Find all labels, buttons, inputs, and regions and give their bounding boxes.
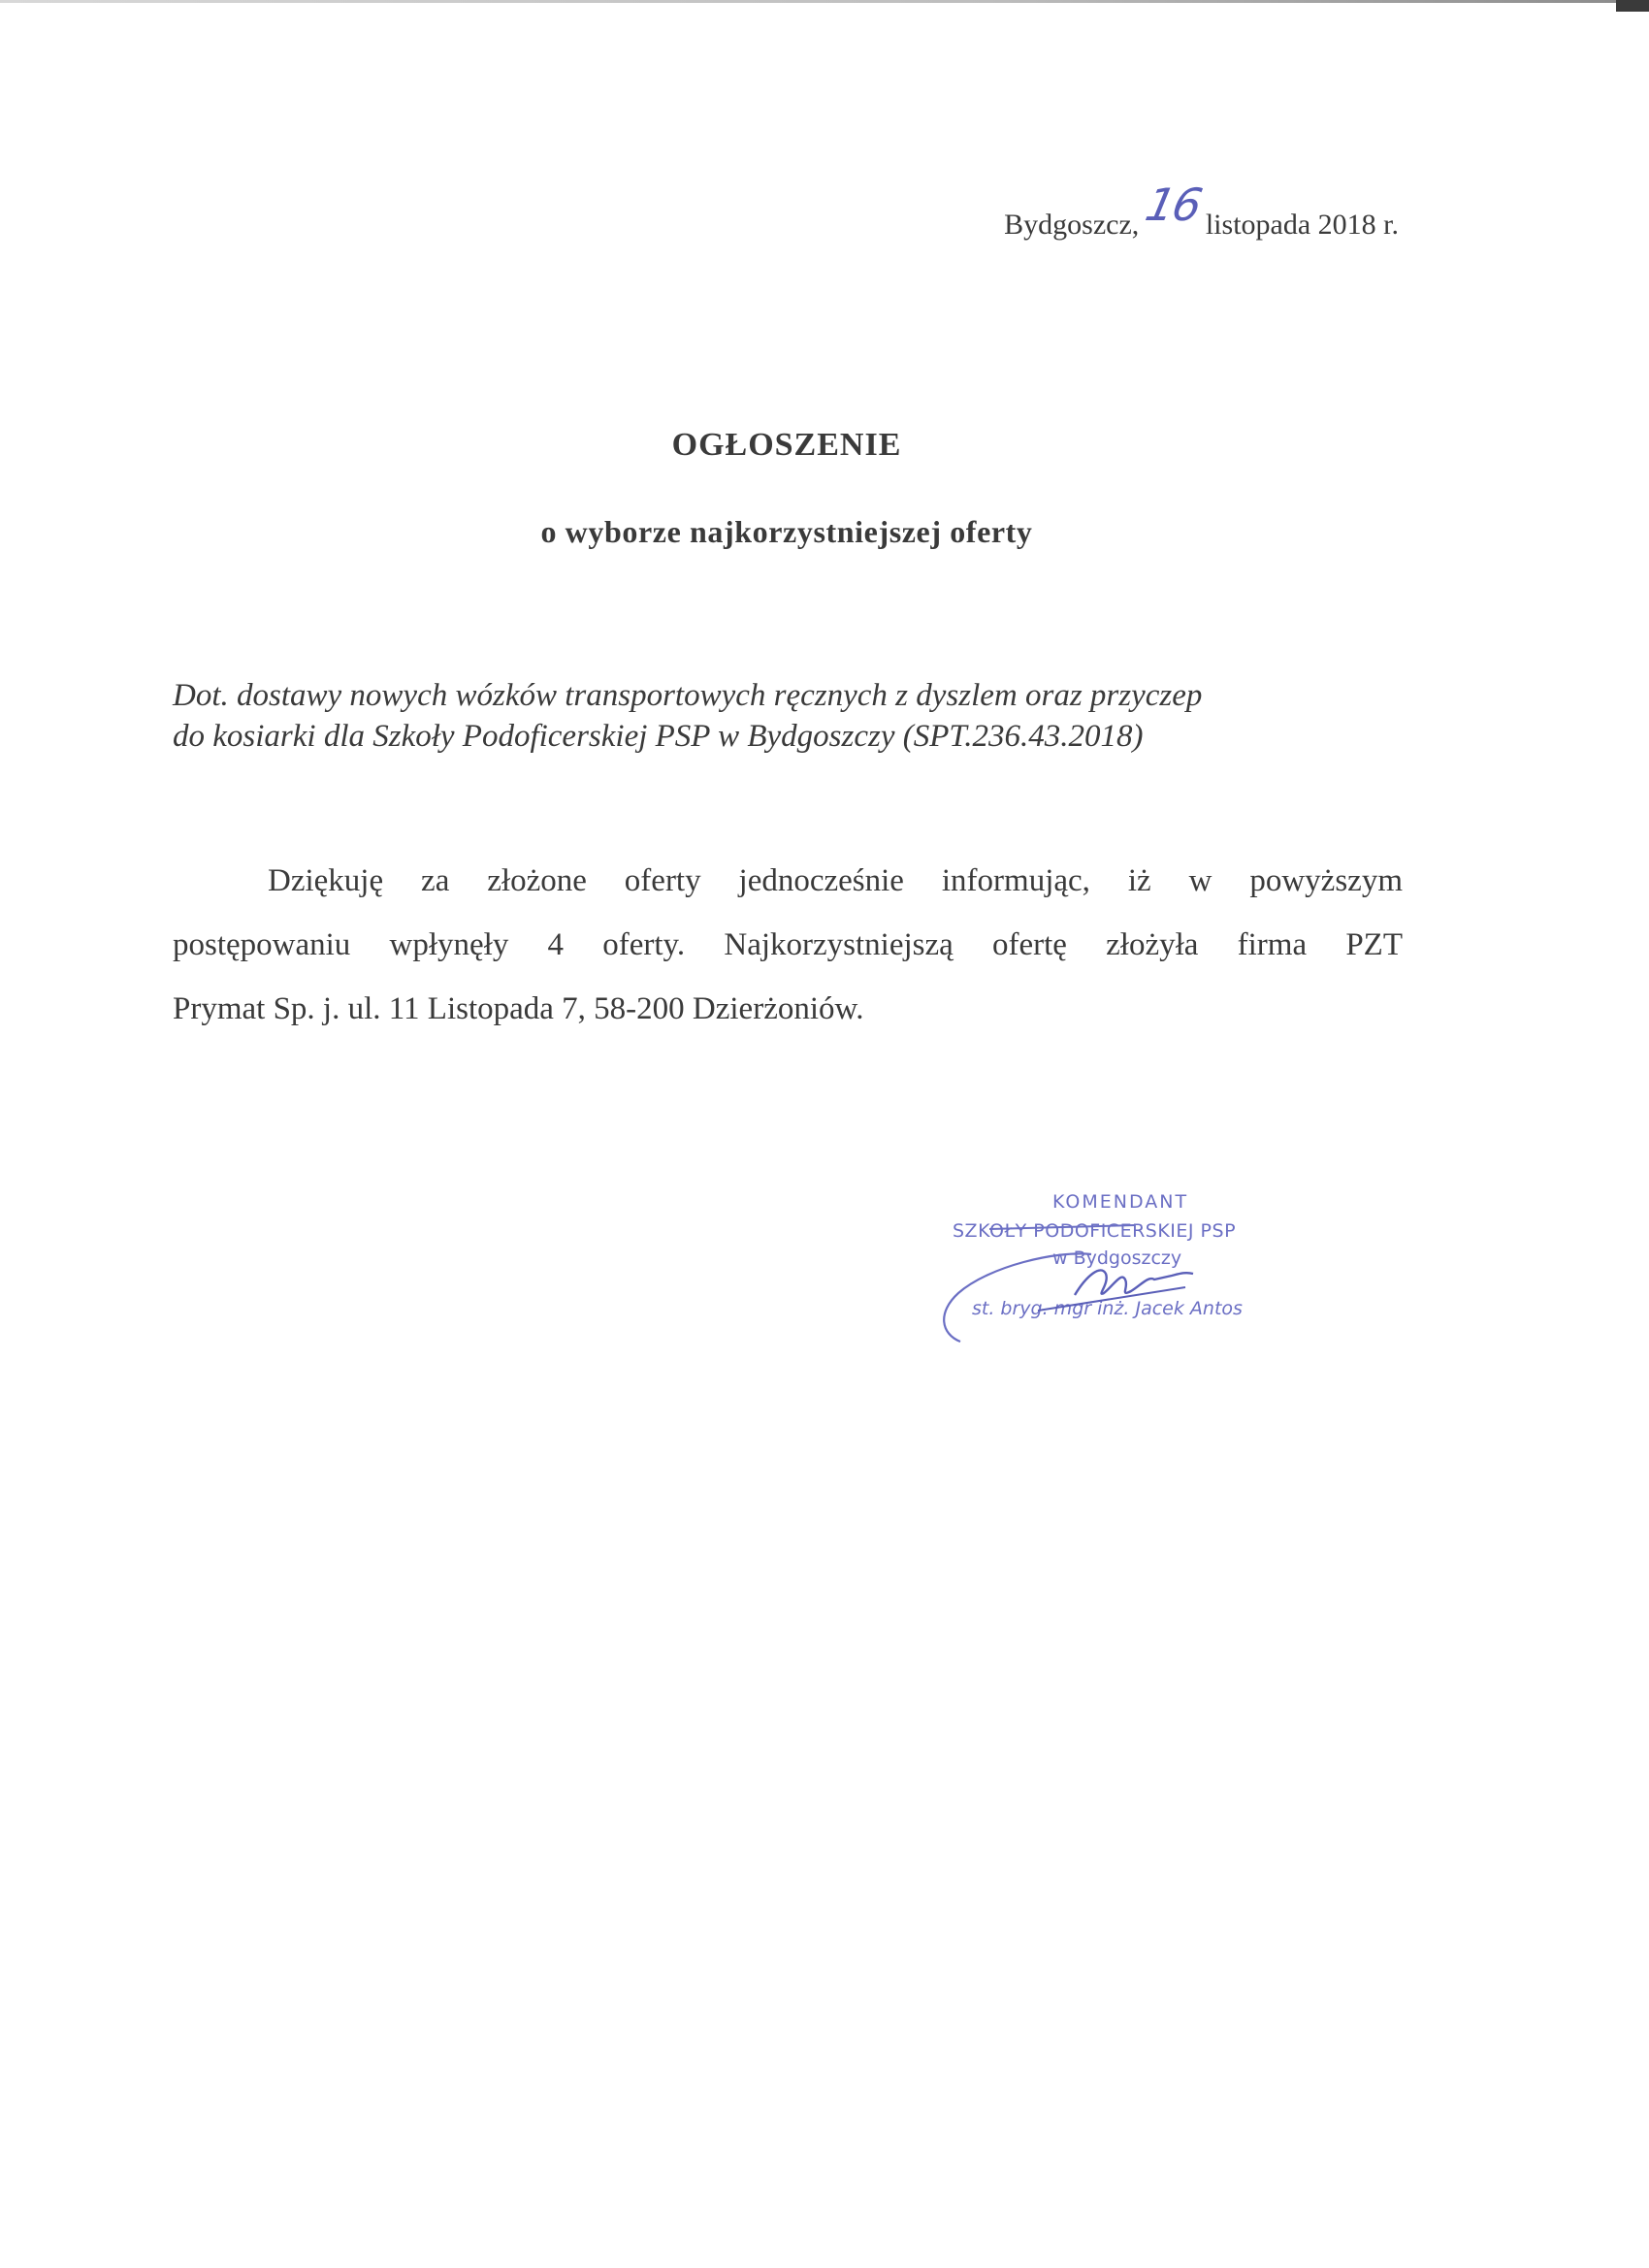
stamp-graphic: [931, 1179, 1319, 1353]
subject-line: Dot. dostawy nowych wózków transportowych ręcznych z dyszlem oraz przyczep: [173, 678, 1203, 713]
body-paragraph: [173, 849, 1403, 1041]
date-line: [1004, 178, 1399, 244]
official-stamp: [931, 1179, 1319, 1353]
stamp-line-title: KOMENDANT: [1052, 1191, 1189, 1213]
stamp-line-signatory: st. bryg. mgr inż. Jacek Antos: [972, 1298, 1243, 1319]
date-place: Bydgoszcz,: [1004, 209, 1140, 241]
scan-corner-mark: [1616, 0, 1649, 12]
body-line: postępowaniu wpłynęły 4 oferty. Najkorzystniejszą ofertę złożyła firma PZT: [173, 927, 1403, 962]
subject-block: [173, 675, 1405, 757]
handwritten-day: 16: [1141, 178, 1206, 231]
date-month-year: listopada 2018 r.: [1205, 209, 1399, 241]
document-subtitle: o wyborze najkorzystniejszej oferty: [540, 514, 1033, 549]
body-line: Prymat Sp. j. ul. 11 Listopada 7, 58-200 Dzierżoniów.: [173, 991, 864, 1026]
subject-line: do kosiarki dla Szkoły Podoficerskiej PSP w Bydgoszczy (SPT.236.43.2018): [173, 719, 1144, 754]
document-title: OGŁOSZENIE: [671, 427, 902, 463]
body-line: Dziękuję za złożone oferty jednocześnie informując, iż w powyższym: [268, 863, 1403, 898]
scan-edge: [0, 0, 1649, 3]
stamp-line-city: w Bydgoszczy: [1052, 1247, 1182, 1269]
stamp-line-institution: SZKOŁY PODOFICERSKIEJ PSP: [953, 1220, 1237, 1242]
signature-scribble: [1075, 1270, 1193, 1295]
